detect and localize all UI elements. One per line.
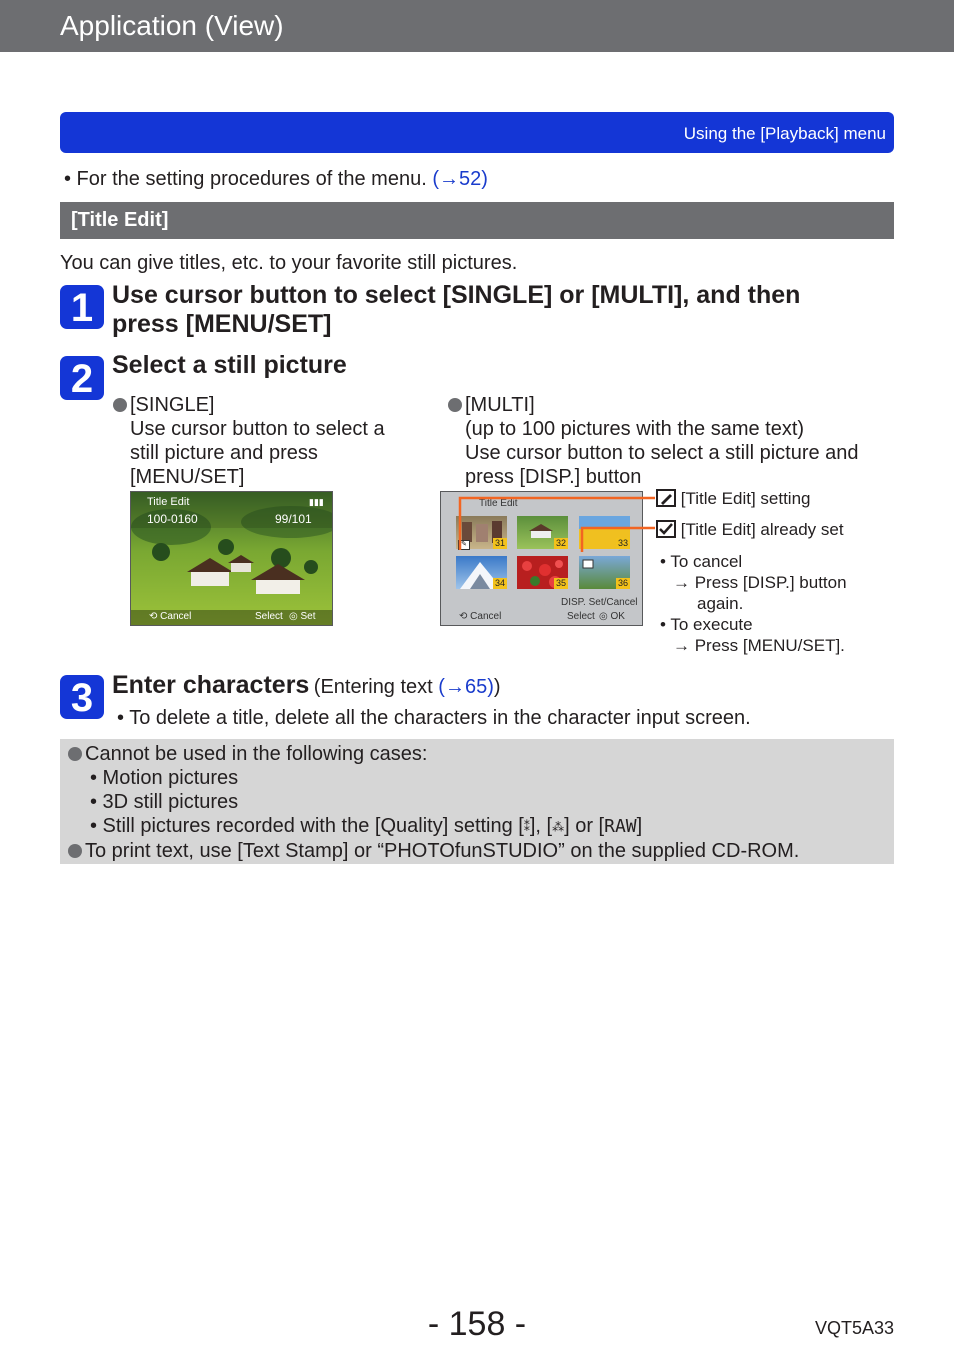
tip-cancel-action: → Press [DISP.] button	[673, 573, 847, 592]
bullet-icon	[448, 398, 462, 412]
battery-icon: ▮▮▮	[309, 497, 324, 507]
single-screen-image	[130, 491, 333, 626]
intro-line	[64, 167, 488, 191]
single-screen-count: 99/101	[275, 512, 312, 526]
thumbnail-32[interactable]: 32	[517, 516, 568, 549]
step-3-badge: 3	[60, 675, 104, 719]
section-title: [Title Edit]	[71, 209, 169, 231]
single-screen-cancel: ⟲ Cancel	[149, 611, 192, 622]
single-heading: [SINGLE]	[130, 394, 215, 416]
multi-line-2: Use cursor button to select a still picture and	[465, 442, 859, 464]
multi-screen-ok: ◎ OK	[599, 611, 625, 622]
multi-screen-cancel: ⟲ Cancel	[459, 611, 502, 622]
single-screen-file: 100-0160	[147, 512, 198, 526]
step-2-badge: 2	[60, 356, 104, 400]
multi-line-3: press [DISP.] button	[465, 466, 642, 488]
notes-line-2: To print text, use [Text Stamp] or “PHOTOfunSTUDIO” on the supplied CD-ROM.	[85, 840, 800, 862]
thumbnail-31[interactable]: 31	[456, 516, 507, 549]
notes-content	[68, 742, 890, 863]
multi-option	[448, 393, 894, 489]
title-edit-setting-icon	[656, 489, 676, 507]
legend-already-set	[656, 519, 844, 541]
step-3-paren: (Entering text (→65))	[313, 676, 501, 698]
bullet-icon	[68, 747, 82, 761]
step-2-title: Select a still picture	[112, 351, 347, 379]
single-line-2: still picture and press	[130, 442, 318, 464]
step-1-title	[112, 281, 892, 339]
thumbnail-34[interactable]: 34	[456, 556, 507, 589]
multi-tips	[660, 551, 890, 656]
notes-item-3: • Still pictures recorded with the [Quality] setting [⁑], [⁂] or [RAW]	[90, 815, 643, 837]
single-line-3: [MENU/SET]	[130, 466, 245, 488]
multi-screen-title: Title Edit	[479, 498, 518, 509]
notes-item-2: • 3D still pictures	[90, 791, 239, 813]
section-description: You can give titles, etc. to your favorite still pictures.	[60, 252, 518, 274]
bullet-icon	[113, 398, 127, 412]
callout-lines	[440, 490, 660, 560]
title-edit-setting-marker-icon: ✎	[458, 540, 470, 550]
tip-execute-label: • To execute	[660, 615, 753, 634]
page-number: - 158 -	[427, 1305, 527, 1343]
playback-menu-banner	[60, 112, 894, 153]
intro-text: • For the setting procedures of the menu.	[64, 168, 433, 190]
entering-text-link[interactable]: (→65)	[438, 676, 494, 698]
raw-label: RAW	[604, 816, 637, 837]
raw-fine-icon: ⁑	[523, 820, 530, 834]
multi-screen-disp: DISP. Set/Cancel	[561, 597, 638, 608]
single-screen-set: ◎ Set	[289, 611, 316, 622]
thumbnail-33[interactable]: 33	[579, 516, 630, 549]
step-1-badge: 1	[60, 285, 104, 329]
tip-execute-action: → Press [MENU/SET].	[673, 636, 845, 655]
multi-screen-select: Select	[567, 611, 595, 622]
banner-label: Using the [Playback] menu	[683, 124, 886, 143]
legend-setting	[656, 488, 811, 510]
thumbnail-35[interactable]: 35	[517, 556, 568, 589]
document-code: VQT5A33	[814, 1318, 894, 1338]
step-1-title-line2: press [MENU/SET]	[112, 310, 332, 338]
single-screen-title: Title Edit	[147, 496, 190, 508]
tip-cancel-action-cont: again.	[697, 594, 744, 613]
title-edit-section-bar	[60, 202, 894, 239]
single-line-1: Use cursor button to select a	[130, 418, 385, 440]
notes-line-1: Cannot be used in the following cases:	[85, 743, 428, 765]
header-title: Application (View)	[60, 10, 284, 41]
legend-already-set-label: [Title Edit] already set	[680, 520, 844, 539]
tip-cancel-label: • To cancel	[660, 552, 743, 571]
intro-page-link[interactable]: (→52)	[432, 168, 488, 190]
multi-line-1: (up to 100 pictures with the same text)	[465, 418, 805, 440]
title-edit-already-set-icon	[656, 520, 676, 538]
legend-setting-label: [Title Edit] setting	[680, 489, 811, 508]
single-option	[113, 393, 433, 489]
raw-standard-icon: ⁂	[552, 820, 565, 834]
step-3-note: • To delete a title, delete all the characters in the character input screen.	[117, 707, 751, 729]
bullet-icon	[68, 844, 82, 858]
step-1-title-line1: Use cursor button to select [SINGLE] or [MULTI], and then	[112, 281, 801, 309]
thumbnail-36[interactable]: 36	[579, 556, 630, 589]
multi-heading: [MULTI]	[465, 394, 535, 416]
notes-item-1: • Motion pictures	[90, 767, 239, 789]
step-3-title: Enter characters	[112, 671, 310, 699]
single-screen-select: Select	[255, 611, 283, 622]
step-3-title-row	[112, 671, 501, 700]
